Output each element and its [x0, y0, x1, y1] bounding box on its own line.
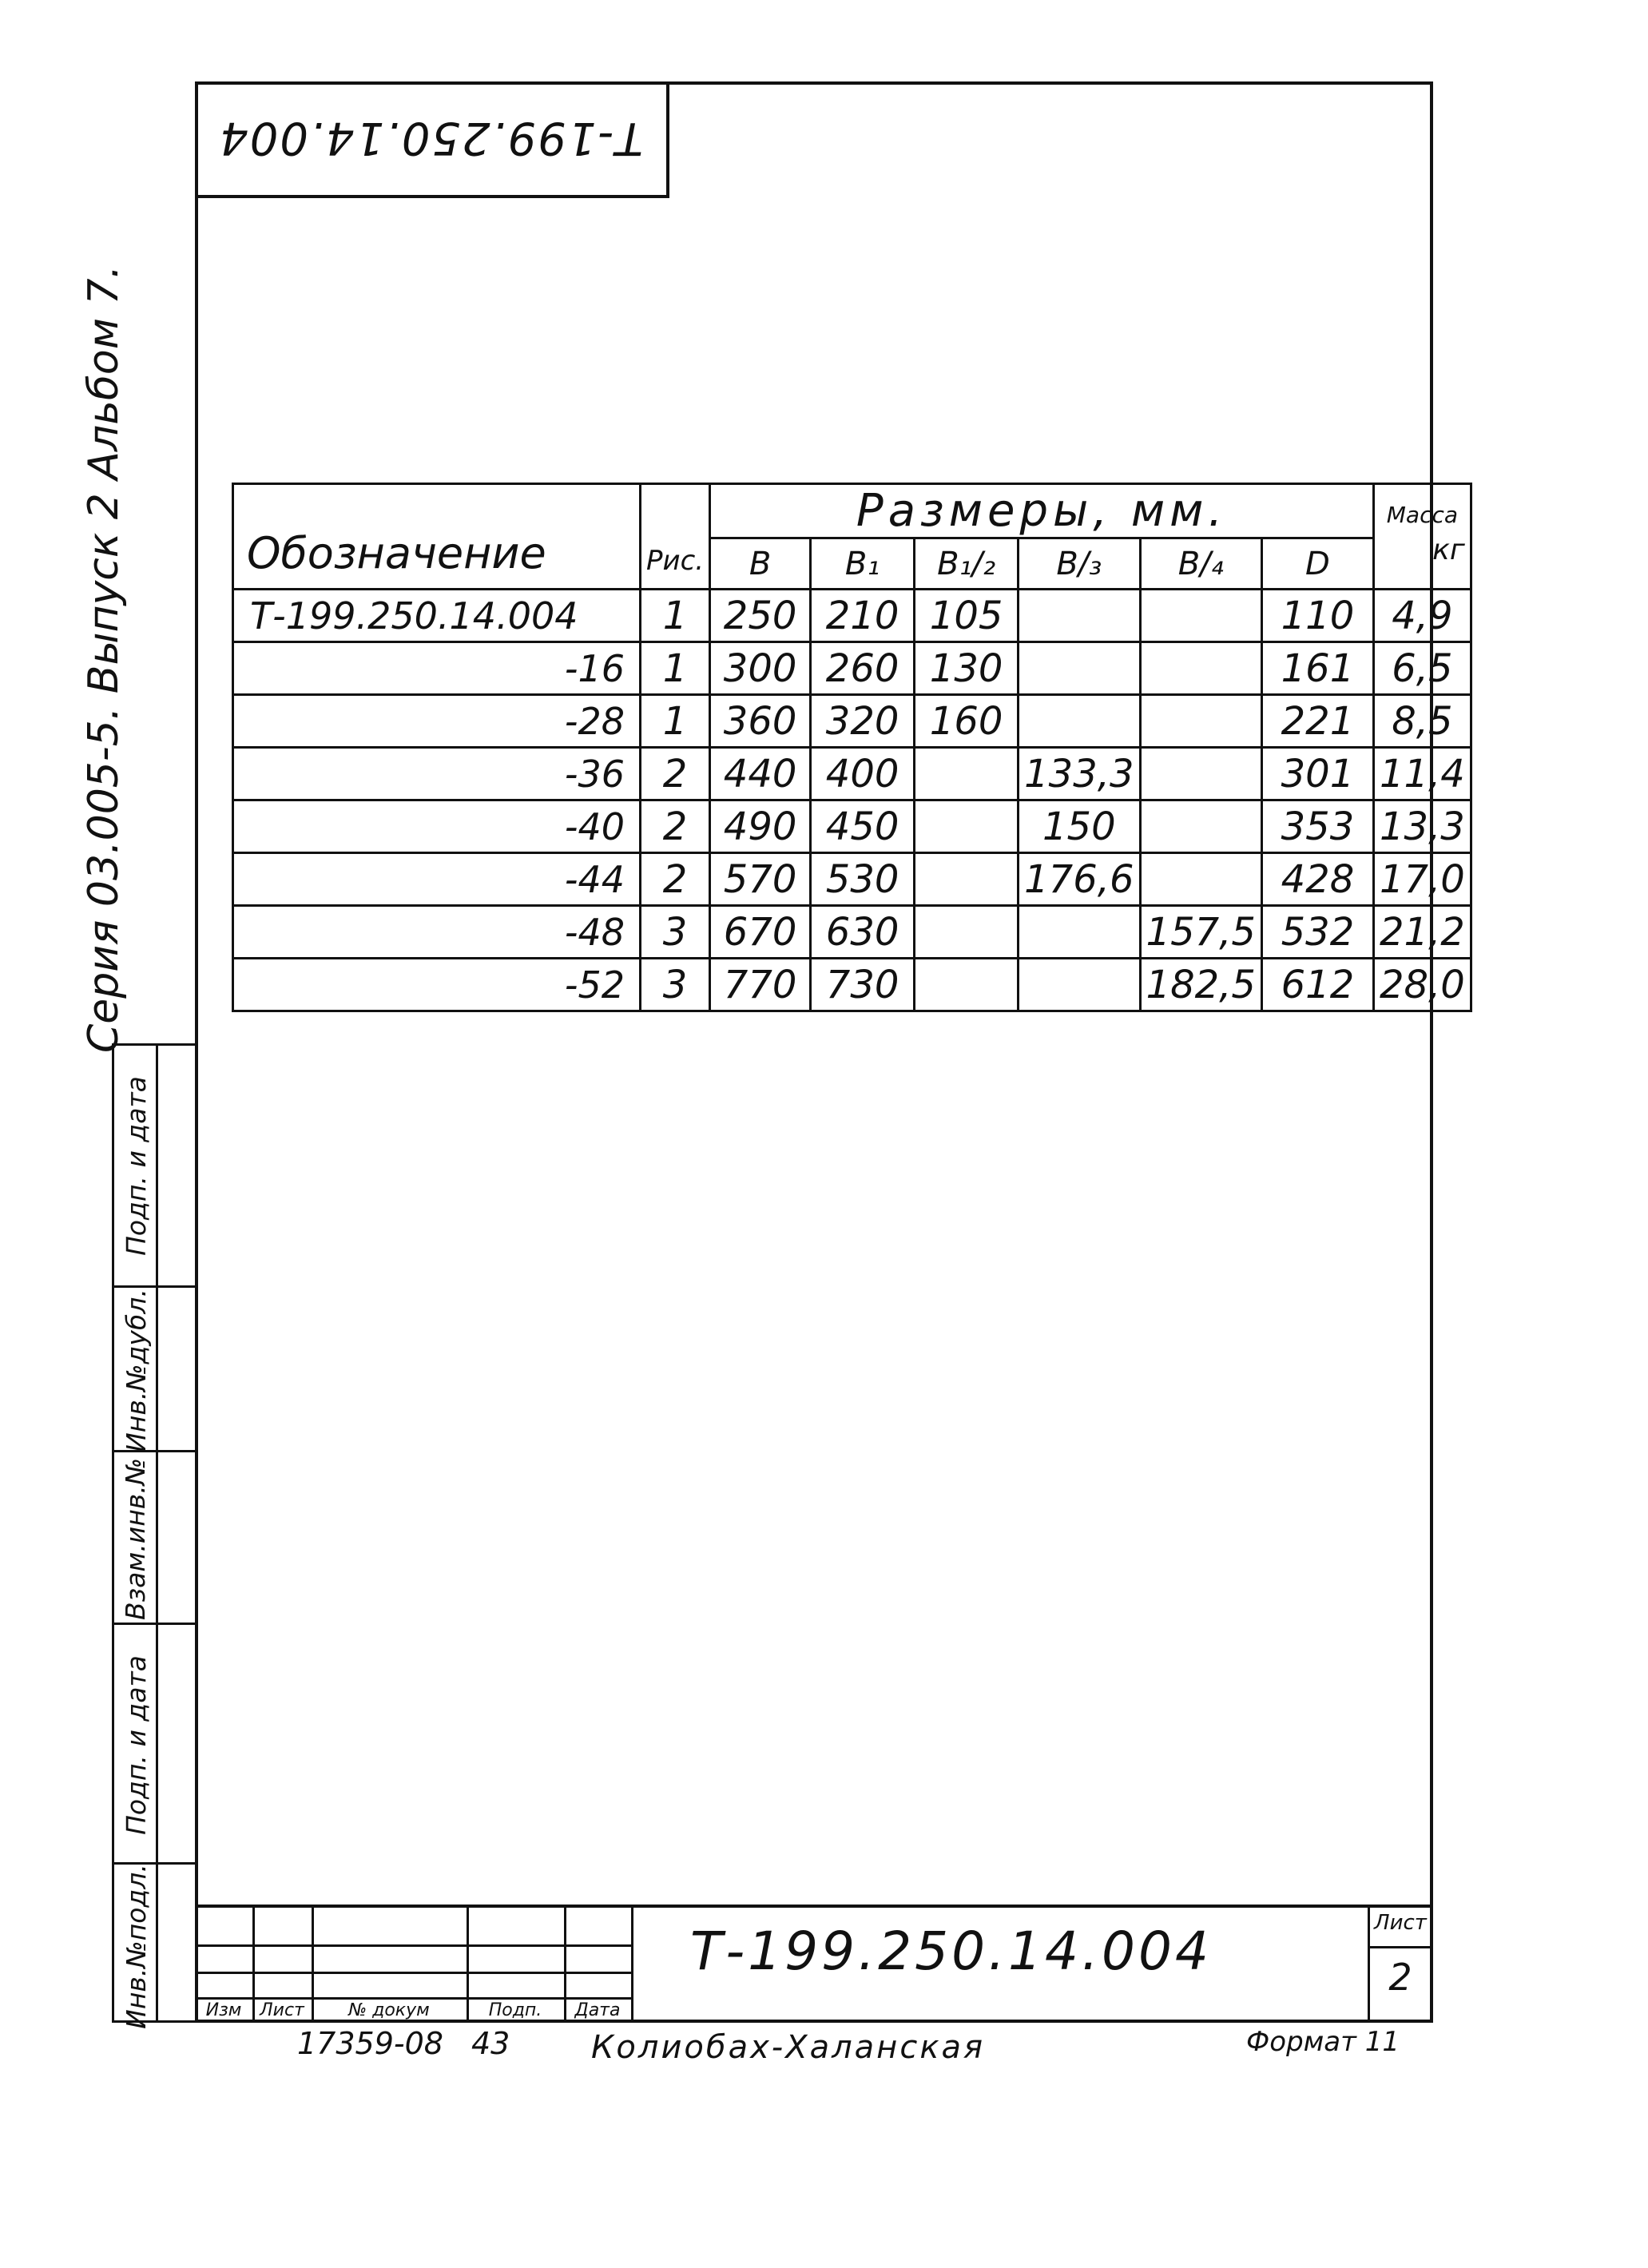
cell-d: 221 — [1261, 695, 1373, 748]
cell-b: 300 — [710, 642, 811, 695]
cell-b1: 530 — [811, 853, 915, 906]
table-row — [233, 590, 1471, 642]
cell-b-3 — [1019, 959, 1140, 1011]
header-sizes-group: Размеры, мм. — [710, 484, 1374, 538]
cell-b1-2 — [915, 906, 1019, 959]
cell-figure: 1 — [641, 642, 710, 695]
cell-designation: -36 — [233, 748, 641, 800]
cell-d: 612 — [1261, 959, 1373, 1011]
cell-b-3 — [1019, 590, 1140, 642]
cell-designation: -44 — [233, 853, 641, 906]
cell-mass: 28,0 — [1373, 959, 1471, 1011]
header-mass — [1373, 484, 1471, 590]
cell-b1-2 — [915, 800, 1019, 853]
header-b-4: В/₄ — [1140, 538, 1261, 590]
strip-cell-sign-date-2 — [114, 1623, 197, 1862]
label-doc-number: № докум — [348, 2000, 430, 2020]
cell-b-3: 150 — [1019, 800, 1140, 853]
series-label: Серия 03.005-5. Выпуск 2 Альбом 7. — [80, 264, 128, 1053]
strip-label: Инв.№дубл. — [120, 1288, 152, 1452]
strip-label: Инв.№подл. — [120, 1863, 152, 2029]
cell-b1-2: 160 — [915, 695, 1019, 748]
strip-label: Подп. и дата — [120, 1654, 152, 1835]
table-body — [233, 590, 1471, 1011]
cell-d: 428 — [1261, 853, 1373, 906]
cell-b1-2 — [915, 959, 1019, 1011]
label-change: Изм — [205, 2000, 242, 2020]
cell-figure: 3 — [641, 906, 710, 959]
title-block-divider — [631, 1908, 633, 2023]
cell-b1-2 — [915, 853, 1019, 906]
cell-b: 250 — [710, 590, 811, 642]
table-row — [233, 800, 1471, 853]
cell-b-3 — [1019, 695, 1140, 748]
cell-b-3 — [1019, 642, 1140, 695]
rotated-document-code: Т-199.250.14.004 — [218, 112, 643, 165]
cell-b1: 630 — [811, 906, 915, 959]
drawing-frame — [195, 81, 1433, 2023]
title-block-divider — [1368, 1908, 1370, 2023]
cell-b: 570 — [710, 853, 811, 906]
cell-b1-2 — [915, 748, 1019, 800]
footer-order-number: 17359-08 — [297, 2026, 443, 2061]
cell-b1: 320 — [811, 695, 915, 748]
table-row — [233, 642, 1471, 695]
header-d: D — [1261, 538, 1373, 590]
strip-cell-orig-inv — [114, 1862, 197, 2029]
signature-strip — [112, 1043, 195, 2029]
table-row — [233, 906, 1471, 959]
cell-figure: 2 — [641, 800, 710, 853]
header-mass-label: Масса — [1386, 502, 1459, 528]
header-b1: В₁ — [811, 538, 915, 590]
table-row — [233, 959, 1471, 1011]
cell-designation: -48 — [233, 906, 641, 959]
cell-figure: 2 — [641, 748, 710, 800]
cell-mass: 8,5 — [1373, 695, 1471, 748]
cell-b-4: 157,5 — [1140, 906, 1261, 959]
table-row — [233, 748, 1471, 800]
header-b1-2: В₁/₂ — [915, 538, 1019, 590]
sheet-number: 2 — [1388, 1956, 1412, 1999]
cell-mass: 6,5 — [1373, 642, 1471, 695]
strip-label: Взам.инв.№ — [120, 1457, 152, 1620]
footer-format: Формат 11 — [1246, 2026, 1400, 2058]
cell-b: 360 — [710, 695, 811, 748]
cell-b1: 260 — [811, 642, 915, 695]
cell-designation: -16 — [233, 642, 641, 695]
cell-mass: 21,2 — [1373, 906, 1471, 959]
cell-b1: 210 — [811, 590, 915, 642]
header-b-3: В/₃ — [1019, 538, 1140, 590]
cell-d: 301 — [1261, 748, 1373, 800]
cell-b-3: 176,6 — [1019, 853, 1140, 906]
cell-b-4 — [1140, 590, 1261, 642]
sheet-label: Лист — [1374, 1911, 1427, 1935]
strip-cell-dup-inv — [114, 1285, 197, 1450]
cell-b-4 — [1140, 853, 1261, 906]
cell-mass: 11,4 — [1373, 748, 1471, 800]
label-sheet: Лист — [260, 2000, 304, 2020]
cell-d: 353 — [1261, 800, 1373, 853]
dimensions-table — [232, 483, 1472, 1012]
cell-figure: 1 — [641, 590, 710, 642]
cell-b1-2: 105 — [915, 590, 1019, 642]
cell-b1: 450 — [811, 800, 915, 853]
footer-copyist: Колиобах-Халанская — [591, 2029, 986, 2066]
rotated-code-box — [195, 81, 669, 198]
cell-b: 440 — [710, 748, 811, 800]
cell-b-4 — [1140, 800, 1261, 853]
cell-designation: Т-199.250.14.004 — [233, 590, 641, 642]
strip-cell-replace-inv — [114, 1450, 197, 1623]
cell-mass: 4,9 — [1373, 590, 1471, 642]
cell-figure: 1 — [641, 695, 710, 748]
cell-figure: 2 — [641, 853, 710, 906]
cell-mass: 17,0 — [1373, 853, 1471, 906]
cell-designation: -28 — [233, 695, 641, 748]
label-signature: Подп. — [488, 2000, 542, 2020]
cell-b: 770 — [710, 959, 811, 1011]
cell-b1: 730 — [811, 959, 915, 1011]
label-date: Дата — [574, 2000, 621, 2020]
cell-b: 490 — [710, 800, 811, 853]
header-designation: Обозначение — [233, 484, 641, 590]
strip-cell-sign-date-1 — [114, 1046, 197, 1285]
cell-mass: 13,3 — [1373, 800, 1471, 853]
cell-b-4 — [1140, 695, 1261, 748]
title-block-doc-code: Т-199.250.14.004 — [690, 1920, 1212, 1982]
sheet-rule — [1368, 1946, 1433, 1948]
cell-figure: 3 — [641, 959, 710, 1011]
cell-designation: -40 — [233, 800, 641, 853]
header-figure: Рис. — [641, 484, 710, 590]
header-mass-unit: кг — [1432, 534, 1465, 566]
cell-d: 532 — [1261, 906, 1373, 959]
cell-b: 670 — [710, 906, 811, 959]
cell-b-3 — [1019, 906, 1140, 959]
cell-b-4 — [1140, 748, 1261, 800]
header-b: В — [710, 538, 811, 590]
strip-label: Подп. и дата — [120, 1075, 152, 1256]
cell-b1-2: 130 — [915, 642, 1019, 695]
cell-b1: 400 — [811, 748, 915, 800]
cell-b-4 — [1140, 642, 1261, 695]
cell-d: 161 — [1261, 642, 1373, 695]
cell-designation: -52 — [233, 959, 641, 1011]
table-row — [233, 853, 1471, 906]
cell-b-3: 133,3 — [1019, 748, 1140, 800]
cell-b-4: 182,5 — [1140, 959, 1261, 1011]
footer-number: 43 — [471, 2026, 510, 2061]
table-row — [233, 695, 1471, 748]
title-block — [195, 1905, 1433, 2023]
cell-d: 110 — [1261, 590, 1373, 642]
